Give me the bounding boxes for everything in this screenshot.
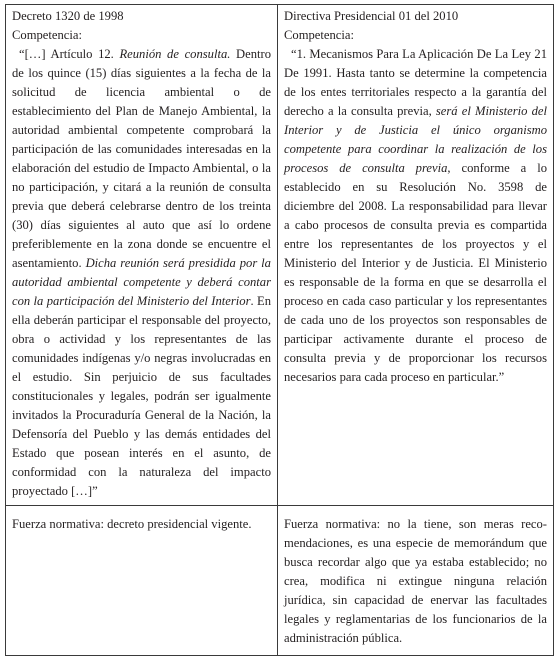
cell-directive-01 [278, 5, 554, 506]
cell-directive-force [278, 506, 554, 656]
directive-title: Directiva Presidencial 01 del 2010 [284, 9, 459, 23]
quote-segment-italic: será el Ministerio del Interior y de Justicia el único organismo competente para coordinar la realización de los procesos de consulta previa [284, 104, 547, 175]
directive-competence-label: Competencia: [284, 28, 354, 42]
decree-normative-force: Fuerza normativa: decreto presidencial vigente. [12, 517, 252, 531]
directive-normative-force: Fuerza normativa: no la tiene, son meras recomendaciones, es una especie de memorándum que busca recordar algo que ya estaba establecido; no crea, modifica ni extingue ninguna relación jurídica, sin capacidad de enervar las facultades legales y reglamentarias de los funcionarios de la administración pública. [284, 517, 547, 645]
quote-segment: Dentro de los quince (15) días siguientes a la fecha de la solicitud de licencia ambiental o de establecimiento del Plan de Manejo Ambiental, la autoridad ambiental competente comprobará la participación de las comunidades interesadas en la elaboración del estudio de Impacto Ambiental, o la no participación, y citará a la reunión de consulta previa que deberá celebrarse dentro de los treinta (30) días siguientes al auto que así lo ordene preferiblemente en la zona donde se encuentre el asentamiento. [12, 47, 271, 270]
quote-segment-italic: Dicha reunión será presidida por la autoridad ambiental competente y deberá contar con la participación del Ministerio del Interior [12, 256, 271, 308]
cell-decree-1320 [6, 5, 278, 506]
quote-segment-italic: Reunión de consulta. [119, 47, 231, 61]
table-row-competence [6, 5, 554, 506]
quote-segment: “1. Mecanismos Para La Aplicación De La Ley 21 De 1991. Hasta tanto se determine la competencia de los entes territoriales respecto a la garantía del derecho a la consulta previa, [284, 47, 547, 118]
directive-quote [284, 45, 547, 387]
quote-segment: , conforme a lo establecido en su Resolución No. 3598 de diciembre del 2008. La responsabilidad para llevar a cabo procesos de consulta previa es compartida entre los representantes de los proyectos y el Ministerio del Interior y de Justicia. El Ministerio es responsable de la forma en que se desarrolla el proceso en cada caso particular y los representantes de cada uno de los proyectos son responsables de participar activamente durante el proceso de consulta previa y de proporcionar los recursos necesarios para cada proceso en particular.” [284, 161, 547, 384]
cell-decree-force [6, 506, 278, 656]
comparison-table [5, 4, 554, 656]
decree-competence-label: Competencia: [12, 28, 82, 42]
decree-article-quote [12, 45, 271, 501]
decree-title: Decreto 1320 de 1998 [12, 9, 124, 23]
quote-segment: . En ella deberán participar el responsable del proyecto, obra o actividad y los representantes de las comunidades indígenas y/o negras involucradas en el estudio. Sin perjuicio de sus facultades constitucionales y legales, podrán ser igualmente invitados la Procuraduría General de la Nación, la Defensoría del Pueblo y las demás entidades del Estado que posean interés en el asunto, de conformidad con la naturaleza del impacto proyectado […]” [12, 294, 271, 498]
quote-segment: “[…] Artículo 12. [19, 47, 120, 61]
table-row-normative-force [6, 506, 554, 656]
